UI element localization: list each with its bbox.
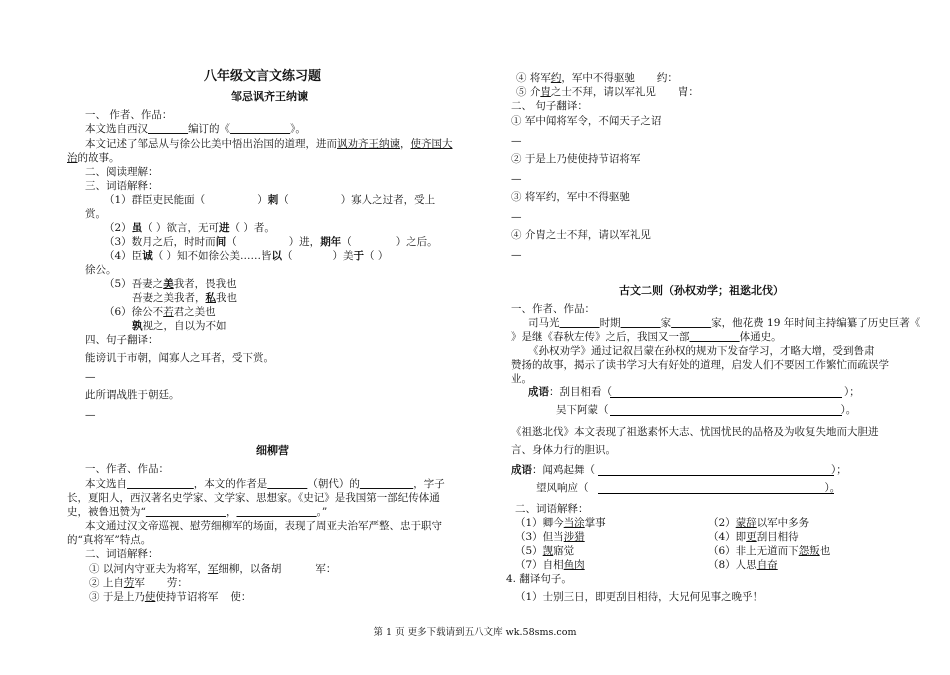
text: 军： [315, 563, 337, 575]
text: （ [226, 236, 237, 248]
text: 使： [230, 591, 252, 603]
vocab-item [708, 544, 830, 558]
answer-line [610, 397, 842, 398]
page-footer: 第 1 页 更多下载请到五八文库 wk.58sms.com [373, 627, 577, 638]
text: （ ）知不如徐公美……皆 [152, 250, 272, 262]
text-line [516, 71, 678, 85]
keyword: 间 [215, 236, 227, 248]
text-line [511, 330, 782, 344]
page-title: 八年级文言文练习题 [204, 69, 322, 84]
text: 掌事 [584, 517, 606, 529]
text-line: 本文通过汉文帝巡视、慰劳细柳军的场面，表现了周亚夫治军严整、忠于职守 [85, 520, 442, 532]
keyword: 于 [353, 250, 365, 262]
dash-line: — [85, 409, 96, 421]
text: （5） [515, 545, 543, 557]
blank [671, 317, 711, 329]
text: （8）人思 [708, 559, 757, 571]
answer-line [610, 415, 842, 416]
dash-line: — [511, 211, 522, 223]
underlined-text: 怨叛 [798, 545, 820, 557]
text-line: 一、 作者、作品： [85, 109, 173, 121]
underlined-text: 涉猎 [563, 531, 585, 543]
text-line [85, 477, 445, 491]
text: 史，被鲁迅赞为“ [67, 506, 146, 518]
text: （1）群臣吏民能面（ [104, 194, 206, 206]
text-line [104, 249, 388, 263]
text: ）； [844, 386, 860, 398]
text-line [89, 590, 251, 604]
text: 我者，畏我也 [173, 278, 237, 290]
section-title-xiliuying: 细柳营 [256, 444, 289, 457]
text-line: ③ 将军约，军中不得驱驰 [511, 191, 630, 203]
text: 。” [316, 506, 328, 518]
text: 寤觉 [553, 545, 575, 557]
text: ① 以河内守亚夫为将军， [89, 563, 208, 575]
text: ② 上自 [89, 577, 124, 589]
underlined-text: 蒙辞 [735, 517, 757, 529]
text: ，本文的作者是 [193, 478, 268, 490]
text-line [528, 316, 920, 330]
text: 望风响应（ [536, 482, 589, 494]
keyword: 期年 [320, 236, 342, 248]
blank [560, 317, 600, 329]
text: 本文记述了邹忌从与徐公比美中悟出治国的道理，进而 [85, 138, 337, 150]
text: 时期 [599, 317, 621, 329]
text-line [89, 562, 336, 576]
text: 吾妻之美我者， [132, 292, 206, 304]
blank [360, 478, 413, 490]
text: （4）臣 [104, 250, 143, 262]
blank [230, 123, 290, 135]
blank [621, 317, 661, 329]
text: ，军中不得驱驰 [561, 72, 635, 84]
text-line: ① 军中闻将军令，不闻天子之诏 [511, 115, 662, 127]
text-line: 赏。 [85, 208, 106, 220]
text-line [104, 221, 275, 235]
underlined-text: 当涂 [563, 517, 585, 529]
text: （7）自相 [515, 559, 564, 571]
text: 》。 [290, 123, 306, 135]
text: （4）即 [708, 531, 747, 543]
blank [148, 123, 188, 135]
text: 吾妻之 [131, 278, 164, 290]
text: 军 [134, 577, 145, 589]
text: 约： [656, 72, 678, 84]
underlined-text: 劳 [123, 577, 135, 589]
text-line: 三、词语解释： [85, 180, 159, 192]
text-line: 能谤讥于市朝，闻寡人之耳者，受下赏。 [85, 352, 274, 364]
text: ④ 将军 [516, 72, 551, 84]
dash-line: — [511, 135, 522, 147]
vocab-item [515, 530, 585, 544]
text-line: 徐公。 [85, 264, 117, 276]
text-line: 二、阅读理解： [85, 166, 159, 178]
text-line: 业。 [511, 373, 532, 385]
text: 刮目相待 [756, 531, 799, 543]
underlined-text: 约 [550, 72, 562, 84]
text: ）之后。 [395, 236, 438, 248]
vocab-item [515, 516, 606, 530]
text: （ [282, 250, 293, 262]
underlined-text: 自奋 [756, 559, 778, 571]
text: 司马光 [528, 317, 560, 329]
text-line [104, 277, 237, 291]
underlined-text: 讽劝齐王纳谏 [337, 138, 400, 150]
keyword: 美 [163, 278, 174, 290]
text: （2） [708, 517, 736, 529]
text: （ ） [364, 250, 389, 262]
blank [236, 506, 316, 518]
underlined-text: 更 [746, 531, 757, 543]
blank [267, 478, 307, 490]
text-line: 赞扬的故事，揭示了读书学习大有好处的道理，启发人们不要因工作繁忙而疏误学 [511, 359, 889, 371]
text-line [516, 85, 699, 99]
vocab-item [515, 544, 574, 558]
text: （ ）欲言，无可 [142, 222, 220, 234]
keyword: 进 [219, 222, 230, 234]
text-line [104, 235, 438, 249]
text-line: 的“真将军”特点。 [67, 534, 152, 546]
text-line [85, 122, 306, 136]
blank [690, 331, 740, 343]
dash-line: — [85, 371, 96, 383]
text-line [132, 319, 227, 333]
text: 劳： [166, 577, 188, 589]
text: （ ）者。 [229, 222, 275, 234]
text: （6）徐公不 [104, 306, 164, 318]
text: （6）非上无道而下 [708, 545, 799, 557]
idiom-label: 成语 [528, 386, 549, 398]
text-line: 一、作者、作品： [85, 463, 169, 475]
underlined-text: 觊 [542, 545, 554, 557]
idiom-label: 成语 [511, 464, 532, 476]
text-line [104, 193, 435, 207]
text-line: ④ 介胄之士不拜，请以军礼见 [511, 229, 651, 241]
text: ）； [831, 464, 847, 476]
text: 视之，自以为不如 [142, 320, 227, 332]
vocab-item [515, 558, 585, 572]
text-line [104, 305, 216, 319]
vocab-item [708, 530, 799, 544]
text: 》是继《春秋左传》之后，我国又一部 [511, 331, 690, 343]
text: ：闻鸡起舞（ [532, 464, 595, 476]
text-line: 二、词语解释： [85, 548, 159, 560]
text: ） [257, 194, 268, 206]
text: 胄： [677, 86, 699, 98]
text: 吴下阿蒙（ [556, 404, 609, 416]
text-line [85, 137, 453, 151]
text-line: 二、词语解释： [515, 503, 589, 515]
text-line: 《孙权劝学》通过记叙吕蒙在孙权的规劝下发奋学习，才略大增，受到鲁肃 [528, 345, 875, 357]
text: ⑤ 介 [516, 86, 541, 98]
text-line: 一、作者、作品： [511, 303, 595, 315]
section-title-guwen: 古文二则（孙权劝学；祖逖北伐） [619, 284, 784, 297]
keyword: 刺 [267, 194, 279, 206]
text: ）寡人之过者，受上 [340, 194, 436, 206]
text-line [132, 291, 237, 305]
text: （5） [104, 278, 132, 290]
text: 我也 [216, 292, 237, 304]
text: （3）数月之后，时时而 [104, 236, 216, 248]
vocab-item [708, 558, 778, 572]
text-line: 二、 句子翻译： [511, 100, 588, 112]
text: （1）卿今 [515, 517, 564, 529]
text: （朝代）的 [307, 478, 360, 490]
underlined-text: 若 [163, 306, 174, 318]
text: 本文选自西汉 [85, 123, 148, 135]
underlined-text: 军 [207, 563, 219, 575]
text-line: 4. 翻译句子。 [506, 573, 572, 585]
text: ，字子 [413, 478, 445, 490]
answer-line [598, 493, 834, 494]
keyword: 诚 [142, 250, 153, 262]
blank [146, 506, 226, 518]
vocab-item [708, 516, 809, 530]
text: ：刮目相看（ [549, 386, 612, 398]
text-line: 长，夏阳人，西汉著名史学家、文学家、思想家。《史记》是我国第一部纪传体通 [67, 492, 440, 504]
text: ）。 [840, 404, 857, 416]
text: ）。 [824, 482, 841, 494]
keyword: 以 [271, 250, 283, 262]
text: ③ 于是上乃 [89, 591, 145, 603]
dash-line: — [511, 173, 522, 185]
text-line: 言、身体力行的胆识。 [511, 444, 616, 456]
text: 细柳，以备胡 [218, 563, 282, 575]
text: 使持节诏将军 [155, 591, 219, 603]
text-line: 《祖逖北伐》本文表现了祖逖素怀大志、忧国忧民的品格及为收复失地而大胆进 [511, 426, 879, 438]
text: ）进， [288, 236, 321, 248]
text-line: （1）士别三日，即更刮目相待，大兄何见事之晚乎！ [515, 591, 764, 603]
keyword: 虽 [131, 222, 143, 234]
dash-line: — [511, 249, 522, 261]
text: ， [225, 506, 237, 518]
text-line [89, 576, 188, 590]
underlined-text: 鱼肉 [563, 559, 585, 571]
text: 也 [819, 545, 831, 557]
text: 编订的《 [188, 123, 231, 135]
keyword: 孰 [132, 320, 143, 332]
underlined-text: 治 [67, 152, 78, 164]
keyword: 私 [205, 292, 216, 304]
text: 体通史。 [739, 331, 782, 343]
text-line [67, 151, 120, 165]
text: 君之美也 [173, 306, 216, 318]
text: 之士不拜，请以军礼见 [550, 86, 656, 98]
blank [127, 478, 194, 490]
text: ）美 [332, 250, 354, 262]
answer-line [598, 475, 834, 476]
underlined-text: 使 [144, 591, 156, 603]
text: 家 [660, 317, 672, 329]
underlined-text: 使齐国大 [410, 138, 453, 150]
underlined-text: 胄 [540, 86, 551, 98]
text-line: ② 于是上乃使使持节诏将军 [511, 153, 641, 165]
text-line: 此所谓战胜于朝廷。 [85, 389, 180, 401]
text: ， [400, 138, 411, 150]
text: 以军中多务 [756, 517, 810, 529]
text: （3）但当 [515, 531, 564, 543]
text: （2） [104, 222, 132, 234]
text: 本文选自 [85, 478, 127, 490]
text: （ [341, 236, 352, 248]
text-line [67, 505, 327, 519]
section-title-zouji: 邹忌讽齐王纳谏 [231, 90, 308, 103]
text-line: 四、句子翻译： [85, 334, 159, 346]
text: 家，他花费 19 年时间主持编纂了历史巨著《 [711, 317, 921, 329]
text: 的故事。 [77, 152, 120, 164]
text: （ [278, 194, 289, 206]
